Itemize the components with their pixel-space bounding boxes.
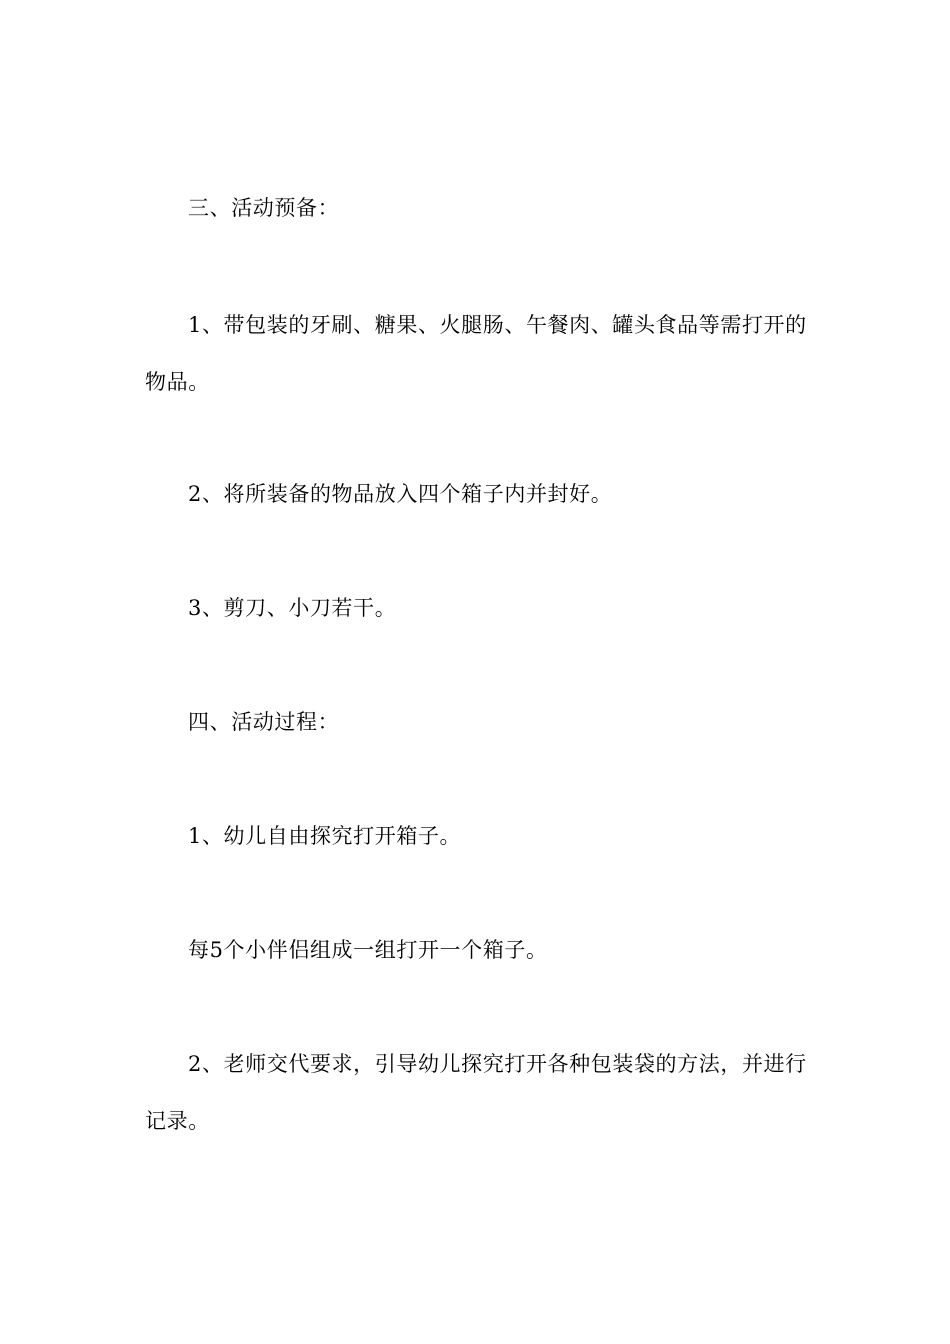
- process-step-2: 2、老师交代要求，引导幼儿探究打开各种包装袋的方法，并进行记录。: [145, 1052, 807, 1133]
- process-step-1-detail: 每5个小伴侣组成一组打开一个箱子。: [188, 938, 548, 962]
- section-heading-process: 四、活动过程：: [188, 710, 340, 734]
- preparation-item-1: 1、带包装的牙刷、糖果、火腿肠、午餐肉、罐头食品等需打开的物品。: [145, 313, 807, 394]
- section-heading-preparation: 三、活动预备：: [188, 196, 340, 220]
- preparation-item-3: 3、剪刀、小刀若干。: [188, 596, 397, 620]
- preparation-item-2: 2、将所装备的物品放入四个箱子内并封好。: [188, 482, 613, 506]
- process-step-1: 1、幼儿自由探究打开箱子。: [188, 824, 462, 848]
